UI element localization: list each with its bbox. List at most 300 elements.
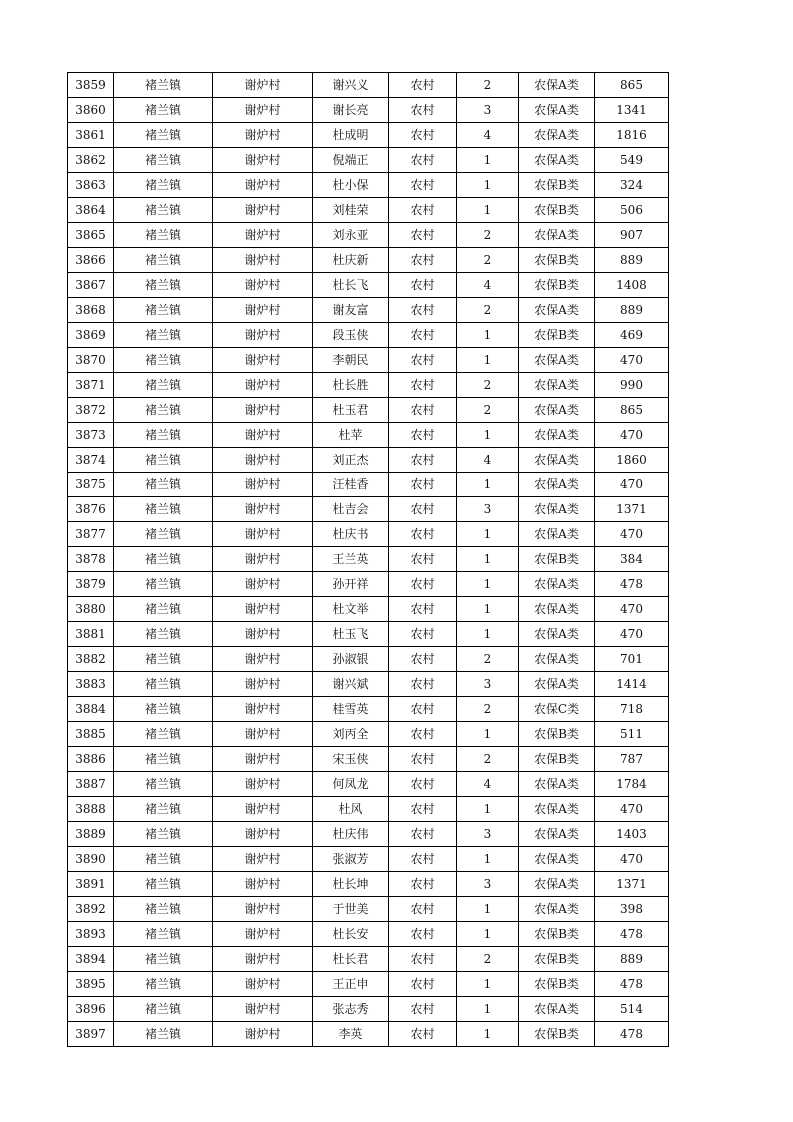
cell-village: 谢炉村 — [213, 372, 313, 397]
cell-name: 杜小保 — [313, 172, 389, 197]
table-row — [68, 397, 669, 422]
cell-amount: 701 — [595, 647, 669, 672]
cell-amount: 1341 — [595, 97, 669, 122]
cell-insurance-class: 农保A类 — [519, 572, 595, 597]
cell-name: 谢兴义 — [313, 73, 389, 98]
cell-household-size: 1 — [457, 422, 519, 447]
table-row — [68, 772, 669, 797]
cell-town: 褚兰镇 — [114, 472, 213, 497]
cell-town: 褚兰镇 — [114, 747, 213, 772]
cell-insurance-class: 农保A类 — [519, 447, 595, 472]
cell-village: 谢炉村 — [213, 472, 313, 497]
cell-name: 刘永亚 — [313, 222, 389, 247]
cell-row-number: 3869 — [68, 322, 114, 347]
cell-insurance-class: 农保B类 — [519, 197, 595, 222]
cell-name: 于世美 — [313, 896, 389, 921]
cell-name: 杜长胜 — [313, 372, 389, 397]
cell-household-size: 1 — [457, 197, 519, 222]
cell-insurance-class: 农保A类 — [519, 996, 595, 1021]
cell-name: 杜风 — [313, 797, 389, 822]
cell-household-type: 农村 — [389, 921, 457, 946]
cell-amount: 514 — [595, 996, 669, 1021]
cell-household-type: 农村 — [389, 647, 457, 672]
cell-village: 谢炉村 — [213, 697, 313, 722]
cell-name: 杜庆伟 — [313, 822, 389, 847]
table-row — [68, 622, 669, 647]
cell-name: 杜庆新 — [313, 247, 389, 272]
cell-insurance-class: 农保A类 — [519, 422, 595, 447]
cell-household-size: 2 — [457, 247, 519, 272]
cell-row-number: 3861 — [68, 122, 114, 147]
cell-amount: 506 — [595, 197, 669, 222]
cell-insurance-class: 农保B类 — [519, 971, 595, 996]
cell-village: 谢炉村 — [213, 222, 313, 247]
cell-name: 何凤龙 — [313, 772, 389, 797]
cell-insurance-class: 农保A类 — [519, 147, 595, 172]
cell-household-type: 农村 — [389, 572, 457, 597]
cell-name: 张志秀 — [313, 996, 389, 1021]
cell-insurance-class: 农保A类 — [519, 672, 595, 697]
cell-town: 褚兰镇 — [114, 572, 213, 597]
cell-household-type: 农村 — [389, 472, 457, 497]
cell-household-size: 1 — [457, 597, 519, 622]
cell-household-size: 1 — [457, 996, 519, 1021]
cell-amount: 478 — [595, 1021, 669, 1046]
cell-name: 杜玉君 — [313, 397, 389, 422]
cell-row-number: 3886 — [68, 747, 114, 772]
cell-row-number: 3895 — [68, 971, 114, 996]
cell-amount: 889 — [595, 247, 669, 272]
cell-amount: 470 — [595, 622, 669, 647]
cell-row-number: 3882 — [68, 647, 114, 672]
cell-insurance-class: 农保A类 — [519, 522, 595, 547]
cell-household-size: 1 — [457, 472, 519, 497]
cell-household-type: 农村 — [389, 896, 457, 921]
cell-town: 褚兰镇 — [114, 422, 213, 447]
cell-amount: 787 — [595, 747, 669, 772]
cell-amount: 1371 — [595, 872, 669, 897]
cell-row-number: 3866 — [68, 247, 114, 272]
cell-town: 褚兰镇 — [114, 996, 213, 1021]
cell-row-number: 3890 — [68, 847, 114, 872]
cell-town: 褚兰镇 — [114, 971, 213, 996]
cell-row-number: 3891 — [68, 872, 114, 897]
cell-town: 褚兰镇 — [114, 322, 213, 347]
cell-village: 谢炉村 — [213, 672, 313, 697]
cell-household-type: 农村 — [389, 497, 457, 522]
cell-household-size: 1 — [457, 622, 519, 647]
cell-town: 褚兰镇 — [114, 797, 213, 822]
cell-row-number: 3873 — [68, 422, 114, 447]
cell-village: 谢炉村 — [213, 1021, 313, 1046]
cell-village: 谢炉村 — [213, 447, 313, 472]
cell-insurance-class: 农保A类 — [519, 497, 595, 522]
table-row — [68, 822, 669, 847]
cell-amount: 865 — [595, 397, 669, 422]
cell-village: 谢炉村 — [213, 272, 313, 297]
table-row — [68, 722, 669, 747]
cell-amount: 1371 — [595, 497, 669, 522]
cell-amount: 470 — [595, 597, 669, 622]
cell-village: 谢炉村 — [213, 73, 313, 98]
cell-town: 褚兰镇 — [114, 222, 213, 247]
cell-household-size: 1 — [457, 572, 519, 597]
cell-row-number: 3876 — [68, 497, 114, 522]
cell-name: 杜庆书 — [313, 522, 389, 547]
cell-row-number: 3878 — [68, 547, 114, 572]
cell-town: 褚兰镇 — [114, 896, 213, 921]
cell-row-number: 3870 — [68, 347, 114, 372]
cell-name: 杜长飞 — [313, 272, 389, 297]
cell-amount: 1403 — [595, 822, 669, 847]
table-row — [68, 847, 669, 872]
cell-household-size: 1 — [457, 896, 519, 921]
cell-row-number: 3888 — [68, 797, 114, 822]
cell-household-type: 农村 — [389, 73, 457, 98]
cell-village: 谢炉村 — [213, 747, 313, 772]
cell-household-type: 农村 — [389, 747, 457, 772]
cell-amount: 1414 — [595, 672, 669, 697]
cell-household-type: 农村 — [389, 147, 457, 172]
cell-insurance-class: 农保A类 — [519, 772, 595, 797]
table-row — [68, 247, 669, 272]
cell-village: 谢炉村 — [213, 647, 313, 672]
cell-household-size: 1 — [457, 172, 519, 197]
cell-amount: 470 — [595, 347, 669, 372]
cell-amount: 478 — [595, 921, 669, 946]
cell-village: 谢炉村 — [213, 772, 313, 797]
table-row — [68, 572, 669, 597]
cell-row-number: 3864 — [68, 197, 114, 222]
cell-household-size: 1 — [457, 522, 519, 547]
cell-amount: 384 — [595, 547, 669, 572]
cell-household-type: 农村 — [389, 222, 457, 247]
cell-household-size: 3 — [457, 497, 519, 522]
cell-village: 谢炉村 — [213, 872, 313, 897]
cell-household-size: 2 — [457, 946, 519, 971]
cell-household-size: 3 — [457, 872, 519, 897]
cell-household-size: 2 — [457, 73, 519, 98]
cell-household-size: 1 — [457, 921, 519, 946]
cell-row-number: 3883 — [68, 672, 114, 697]
cell-row-number: 3862 — [68, 147, 114, 172]
cell-insurance-class: 农保B类 — [519, 547, 595, 572]
cell-household-type: 农村 — [389, 97, 457, 122]
cell-row-number: 3879 — [68, 572, 114, 597]
cell-household-type: 农村 — [389, 797, 457, 822]
cell-name: 刘桂荣 — [313, 197, 389, 222]
cell-insurance-class: 农保A类 — [519, 622, 595, 647]
cell-village: 谢炉村 — [213, 522, 313, 547]
cell-insurance-class: 农保A类 — [519, 397, 595, 422]
cell-insurance-class: 农保A类 — [519, 122, 595, 147]
cell-name: 李英 — [313, 1021, 389, 1046]
cell-name: 王兰英 — [313, 547, 389, 572]
cell-household-type: 农村 — [389, 996, 457, 1021]
cell-insurance-class: 农保A类 — [519, 647, 595, 672]
cell-amount: 398 — [595, 896, 669, 921]
cell-town: 褚兰镇 — [114, 772, 213, 797]
table-row — [68, 122, 669, 147]
cell-village: 谢炉村 — [213, 297, 313, 322]
cell-town: 褚兰镇 — [114, 622, 213, 647]
cell-row-number: 3860 — [68, 97, 114, 122]
cell-row-number: 3874 — [68, 447, 114, 472]
table-row — [68, 297, 669, 322]
table-row — [68, 797, 669, 822]
cell-row-number: 3885 — [68, 722, 114, 747]
cell-household-type: 农村 — [389, 1021, 457, 1046]
table-row — [68, 272, 669, 297]
cell-household-size: 1 — [457, 971, 519, 996]
table-row — [68, 547, 669, 572]
cell-amount: 889 — [595, 946, 669, 971]
table-row — [68, 447, 669, 472]
cell-household-type: 农村 — [389, 522, 457, 547]
cell-insurance-class: 农保A类 — [519, 797, 595, 822]
table-row — [68, 97, 669, 122]
cell-village: 谢炉村 — [213, 797, 313, 822]
cell-insurance-class: 农保A类 — [519, 847, 595, 872]
cell-town: 褚兰镇 — [114, 722, 213, 747]
cell-household-type: 农村 — [389, 397, 457, 422]
table-row — [68, 472, 669, 497]
cell-household-size: 1 — [457, 347, 519, 372]
cell-name: 杜苹 — [313, 422, 389, 447]
cell-row-number: 3875 — [68, 472, 114, 497]
cell-town: 褚兰镇 — [114, 397, 213, 422]
table-row — [68, 347, 669, 372]
table-row — [68, 946, 669, 971]
cell-household-type: 农村 — [389, 697, 457, 722]
cell-household-size: 1 — [457, 1021, 519, 1046]
cell-village: 谢炉村 — [213, 347, 313, 372]
cell-insurance-class: 农保A类 — [519, 822, 595, 847]
cell-town: 褚兰镇 — [114, 272, 213, 297]
cell-household-type: 农村 — [389, 197, 457, 222]
cell-household-size: 1 — [457, 722, 519, 747]
cell-village: 谢炉村 — [213, 547, 313, 572]
cell-insurance-class: 农保B类 — [519, 946, 595, 971]
table-row — [68, 597, 669, 622]
cell-household-type: 农村 — [389, 322, 457, 347]
cell-town: 褚兰镇 — [114, 97, 213, 122]
cell-row-number: 3872 — [68, 397, 114, 422]
cell-household-type: 农村 — [389, 547, 457, 572]
cell-row-number: 3863 — [68, 172, 114, 197]
table-row — [68, 647, 669, 672]
cell-insurance-class: 农保A类 — [519, 597, 595, 622]
cell-insurance-class: 农保A类 — [519, 97, 595, 122]
cell-village: 谢炉村 — [213, 572, 313, 597]
cell-insurance-class: 农保A类 — [519, 222, 595, 247]
cell-town: 褚兰镇 — [114, 547, 213, 572]
cell-village: 谢炉村 — [213, 896, 313, 921]
cell-insurance-class: 农保A类 — [519, 896, 595, 921]
cell-town: 褚兰镇 — [114, 1021, 213, 1046]
cell-household-size: 2 — [457, 647, 519, 672]
cell-village: 谢炉村 — [213, 722, 313, 747]
cell-town: 褚兰镇 — [114, 522, 213, 547]
cell-household-size: 1 — [457, 547, 519, 572]
cell-household-type: 农村 — [389, 172, 457, 197]
cell-name: 宋玉侠 — [313, 747, 389, 772]
cell-household-type: 农村 — [389, 247, 457, 272]
cell-row-number: 3881 — [68, 622, 114, 647]
cell-amount: 865 — [595, 73, 669, 98]
cell-village: 谢炉村 — [213, 996, 313, 1021]
cell-household-type: 农村 — [389, 971, 457, 996]
cell-row-number: 3884 — [68, 697, 114, 722]
cell-household-type: 农村 — [389, 297, 457, 322]
cell-amount: 478 — [595, 572, 669, 597]
cell-household-size: 1 — [457, 147, 519, 172]
cell-town: 褚兰镇 — [114, 73, 213, 98]
cell-row-number: 3892 — [68, 896, 114, 921]
cell-household-type: 农村 — [389, 272, 457, 297]
cell-name: 桂雪英 — [313, 697, 389, 722]
cell-amount: 469 — [595, 322, 669, 347]
cell-name: 杜成明 — [313, 122, 389, 147]
cell-row-number: 3887 — [68, 772, 114, 797]
cell-town: 褚兰镇 — [114, 946, 213, 971]
cell-insurance-class: 农保A类 — [519, 472, 595, 497]
cell-household-size: 2 — [457, 372, 519, 397]
cell-name: 杜文举 — [313, 597, 389, 622]
cell-household-type: 农村 — [389, 597, 457, 622]
cell-insurance-class: 农保B类 — [519, 247, 595, 272]
table-row — [68, 73, 669, 98]
cell-household-type: 农村 — [389, 347, 457, 372]
cell-town: 褚兰镇 — [114, 697, 213, 722]
cell-amount: 470 — [595, 847, 669, 872]
cell-village: 谢炉村 — [213, 622, 313, 647]
cell-town: 褚兰镇 — [114, 847, 213, 872]
cell-name: 刘丙全 — [313, 722, 389, 747]
cell-row-number: 3896 — [68, 996, 114, 1021]
cell-household-size: 2 — [457, 697, 519, 722]
cell-amount: 718 — [595, 697, 669, 722]
cell-insurance-class: 农保B类 — [519, 172, 595, 197]
cell-amount: 470 — [595, 472, 669, 497]
cell-town: 褚兰镇 — [114, 447, 213, 472]
cell-household-type: 农村 — [389, 447, 457, 472]
cell-town: 褚兰镇 — [114, 297, 213, 322]
cell-row-number: 3880 — [68, 597, 114, 622]
cell-row-number: 3894 — [68, 946, 114, 971]
cell-row-number: 3859 — [68, 73, 114, 98]
cell-household-size: 4 — [457, 447, 519, 472]
cell-name: 张淑芳 — [313, 847, 389, 872]
cell-name: 谢长亮 — [313, 97, 389, 122]
cell-name: 刘正杰 — [313, 447, 389, 472]
table-row — [68, 172, 669, 197]
cell-household-type: 农村 — [389, 122, 457, 147]
cell-village: 谢炉村 — [213, 921, 313, 946]
cell-village: 谢炉村 — [213, 247, 313, 272]
cell-household-size: 2 — [457, 747, 519, 772]
cell-name: 王正申 — [313, 971, 389, 996]
cell-household-size: 3 — [457, 97, 519, 122]
cell-household-size: 1 — [457, 847, 519, 872]
cell-amount: 1816 — [595, 122, 669, 147]
cell-insurance-class: 农保A类 — [519, 347, 595, 372]
cell-insurance-class: 农保A类 — [519, 872, 595, 897]
cell-household-type: 农村 — [389, 422, 457, 447]
cell-household-size: 3 — [457, 672, 519, 697]
cell-village: 谢炉村 — [213, 147, 313, 172]
cell-household-type: 农村 — [389, 822, 457, 847]
table-row — [68, 672, 669, 697]
cell-household-size: 2 — [457, 397, 519, 422]
cell-household-type: 农村 — [389, 622, 457, 647]
cell-town: 褚兰镇 — [114, 247, 213, 272]
table-row — [68, 197, 669, 222]
table-row — [68, 422, 669, 447]
cell-household-size: 2 — [457, 222, 519, 247]
cell-town: 褚兰镇 — [114, 197, 213, 222]
roster-table — [67, 72, 669, 1047]
cell-village: 谢炉村 — [213, 122, 313, 147]
cell-household-size: 4 — [457, 272, 519, 297]
cell-household-type: 农村 — [389, 672, 457, 697]
cell-town: 褚兰镇 — [114, 147, 213, 172]
cell-row-number: 3897 — [68, 1021, 114, 1046]
cell-household-type: 农村 — [389, 946, 457, 971]
cell-row-number: 3889 — [68, 822, 114, 847]
cell-village: 谢炉村 — [213, 847, 313, 872]
cell-amount: 470 — [595, 522, 669, 547]
cell-village: 谢炉村 — [213, 322, 313, 347]
table-row — [68, 971, 669, 996]
cell-amount: 1860 — [595, 447, 669, 472]
cell-town: 褚兰镇 — [114, 822, 213, 847]
cell-household-type: 农村 — [389, 722, 457, 747]
table-row — [68, 697, 669, 722]
cell-household-type: 农村 — [389, 372, 457, 397]
cell-row-number: 3871 — [68, 372, 114, 397]
cell-insurance-class: 农保B类 — [519, 921, 595, 946]
cell-village: 谢炉村 — [213, 422, 313, 447]
table-row — [68, 747, 669, 772]
cell-village: 谢炉村 — [213, 397, 313, 422]
cell-household-type: 农村 — [389, 872, 457, 897]
cell-insurance-class: 农保B类 — [519, 272, 595, 297]
cell-insurance-class: 农保B类 — [519, 722, 595, 747]
cell-name: 段玉侠 — [313, 322, 389, 347]
cell-household-size: 1 — [457, 797, 519, 822]
cell-town: 褚兰镇 — [114, 122, 213, 147]
cell-amount: 1784 — [595, 772, 669, 797]
cell-town: 褚兰镇 — [114, 497, 213, 522]
cell-town: 褚兰镇 — [114, 347, 213, 372]
cell-amount: 990 — [595, 372, 669, 397]
cell-household-size: 4 — [457, 772, 519, 797]
table-row — [68, 996, 669, 1021]
cell-insurance-class: 农保A类 — [519, 372, 595, 397]
cell-household-type: 农村 — [389, 847, 457, 872]
cell-village: 谢炉村 — [213, 822, 313, 847]
cell-village: 谢炉村 — [213, 597, 313, 622]
cell-row-number: 3868 — [68, 297, 114, 322]
cell-amount: 478 — [595, 971, 669, 996]
table-row — [68, 322, 669, 347]
cell-insurance-class: 农保B类 — [519, 747, 595, 772]
cell-name: 李朝民 — [313, 347, 389, 372]
cell-household-size: 1 — [457, 322, 519, 347]
table-row — [68, 1021, 669, 1046]
table-row — [68, 921, 669, 946]
